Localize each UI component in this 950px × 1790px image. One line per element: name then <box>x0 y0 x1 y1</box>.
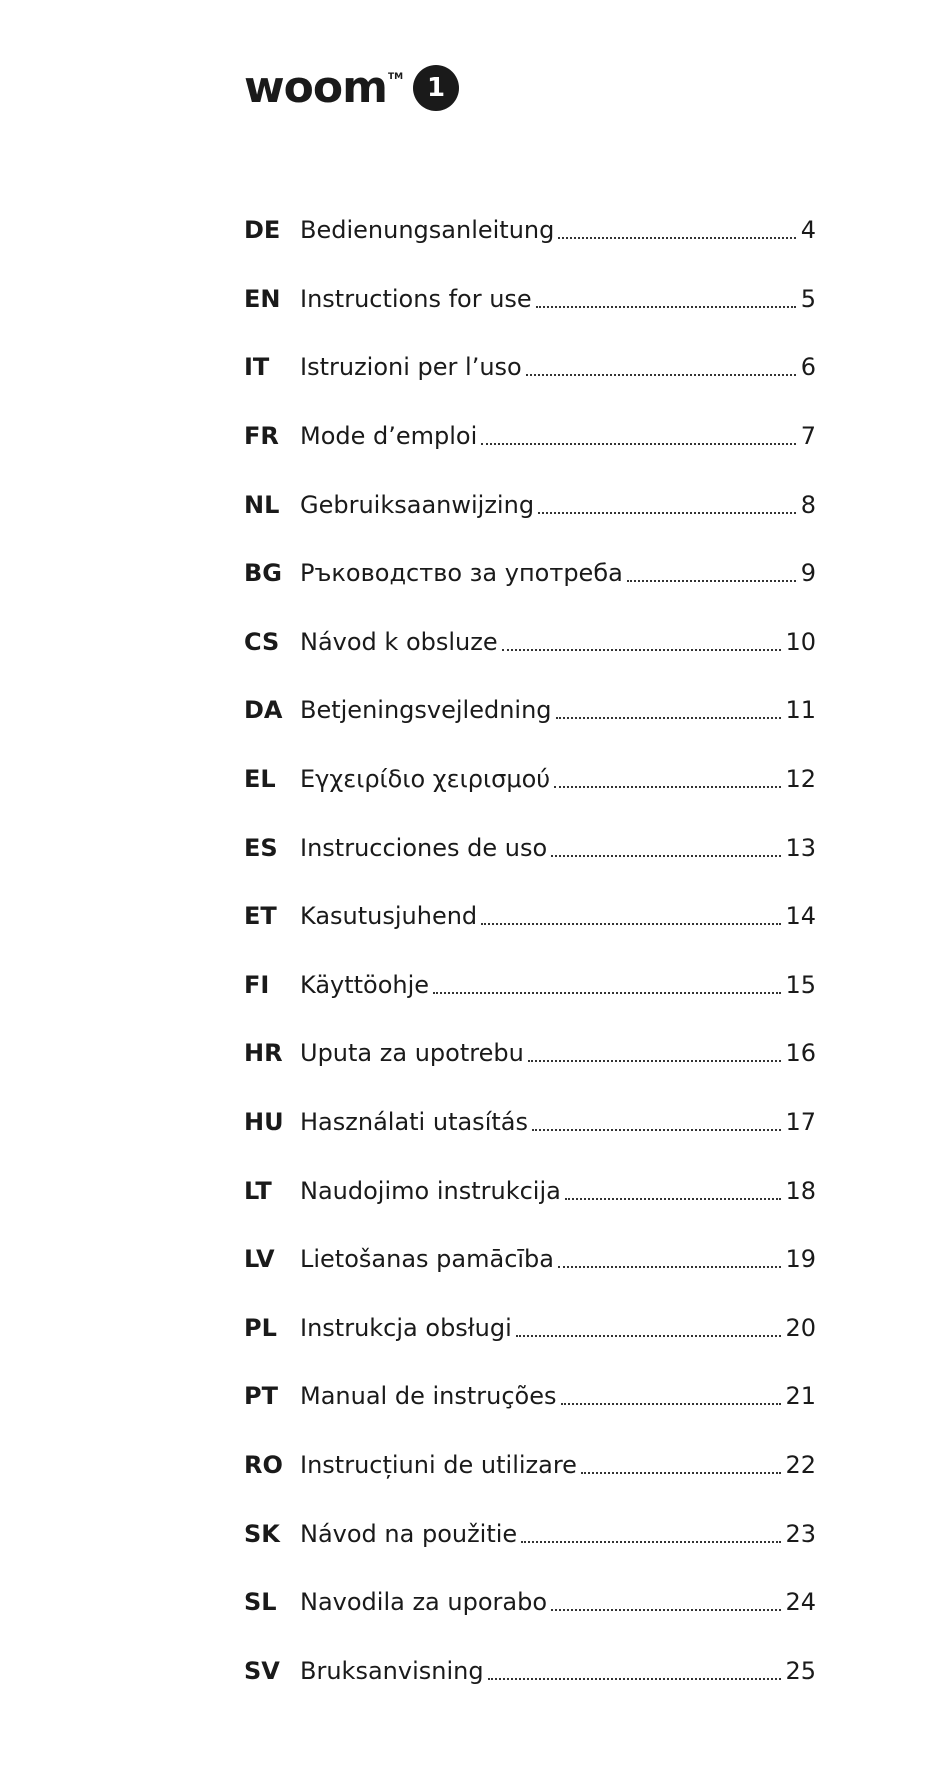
toc-language-code: FR <box>244 422 279 451</box>
toc-row-el[interactable] <box>244 745 816 814</box>
toc-title: Uputa za upotrebu <box>300 1039 524 1068</box>
toc-title: Navodila za uporabo <box>300 1588 548 1617</box>
toc-title: Gebruiksaanwijzing <box>300 490 535 519</box>
toc-language-code: EN <box>244 284 281 313</box>
toc-language-code: ES <box>244 833 278 862</box>
toc-language-code: SV <box>244 1656 280 1685</box>
toc-dot-leader <box>532 1129 781 1131</box>
toc-page-number: 21 <box>785 1382 816 1411</box>
toc-page-number: 16 <box>785 1039 816 1068</box>
toc-page-number: 4 <box>800 216 816 245</box>
toc-row-et[interactable] <box>244 882 816 951</box>
toc-language-code: HR <box>244 1039 283 1068</box>
toc-page-number: 9 <box>800 559 816 588</box>
toc-title: Manual de instruções <box>300 1382 557 1411</box>
toc-page-number: 6 <box>800 353 816 382</box>
toc-dot-leader <box>556 717 782 719</box>
toc-row-fi[interactable] <box>244 951 816 1020</box>
toc-row-sl[interactable] <box>244 1568 816 1637</box>
toc-language-code: CS <box>244 627 280 656</box>
toc-title: Instrucciones de uso <box>300 833 548 862</box>
toc-row-sv[interactable] <box>244 1636 816 1705</box>
toc-row-en[interactable] <box>244 265 816 334</box>
toc-language-code: PL <box>244 1313 277 1342</box>
toc-page-number: 10 <box>785 627 816 656</box>
toc-page-number: 20 <box>785 1313 816 1342</box>
toc-language-code: IT <box>244 353 270 382</box>
toc-page-number: 5 <box>800 284 816 313</box>
toc-page-number: 14 <box>785 902 816 931</box>
toc-language-code: SL <box>244 1588 277 1617</box>
toc-language-code: ET <box>244 902 277 931</box>
toc-row-nl[interactable] <box>244 470 816 539</box>
toc-language-code: NL <box>244 490 280 519</box>
toc-page-number: 22 <box>785 1450 816 1479</box>
toc-title: Kasutusjuhend <box>300 902 478 931</box>
toc-title: Návod na použitie <box>300 1519 518 1548</box>
toc-page-number: 19 <box>785 1245 816 1274</box>
toc-language-code: LT <box>244 1176 272 1205</box>
toc-language-code: SK <box>244 1519 280 1548</box>
toc-dot-leader <box>526 374 796 376</box>
toc-row-es[interactable] <box>244 813 816 882</box>
toc-language-code: RO <box>244 1450 283 1479</box>
toc-page-number: 11 <box>785 696 816 725</box>
toc-language-code: DA <box>244 696 283 725</box>
toc-title: Instrukcja obsługi <box>300 1313 512 1342</box>
toc-title: Instructions for use <box>300 284 532 313</box>
toc-dot-leader <box>516 1335 782 1337</box>
toc-row-lv[interactable] <box>244 1225 816 1294</box>
toc-row-lt[interactable] <box>244 1156 816 1225</box>
toc-dot-leader <box>581 1472 782 1474</box>
toc-dot-leader <box>481 923 781 925</box>
toc-title: Instrucțiuni de utilizare <box>300 1450 577 1479</box>
toc-title: Bedienungsanleitung <box>300 216 555 245</box>
toc-title: Bruksanvisning <box>300 1656 484 1685</box>
toc-dot-leader <box>536 306 796 308</box>
toc-row-sk[interactable] <box>244 1499 816 1568</box>
toc-row-hu[interactable] <box>244 1088 816 1157</box>
toc-dot-leader <box>433 992 781 994</box>
toc-page-number: 8 <box>800 490 816 519</box>
toc-title: Mode d’emploi <box>300 422 478 451</box>
toc-dot-leader <box>551 1609 781 1611</box>
toc-row-da[interactable] <box>244 676 816 745</box>
logo-wordmark: woom <box>244 62 387 113</box>
toc-dot-leader <box>521 1541 781 1543</box>
toc-row-hr[interactable] <box>244 1019 816 1088</box>
toc-row-de[interactable] <box>244 196 816 265</box>
toc-dot-leader <box>558 1266 781 1268</box>
toc-language-code: BG <box>244 559 282 588</box>
logo-model-badge: 1 <box>413 65 459 111</box>
toc-title: Käyttöohje <box>300 970 430 999</box>
toc-row-ro[interactable] <box>244 1431 816 1500</box>
toc-language-code: DE <box>244 216 281 245</box>
toc-row-fr[interactable] <box>244 402 816 471</box>
toc-page-number: 7 <box>800 422 816 451</box>
toc-dot-leader <box>554 786 781 788</box>
toc-language-code: HU <box>244 1108 284 1137</box>
toc-page-number: 24 <box>785 1588 816 1617</box>
toc-row-it[interactable] <box>244 333 816 402</box>
toc-dot-leader <box>538 512 796 514</box>
toc-page-number: 13 <box>785 833 816 862</box>
toc-dot-leader <box>558 237 796 239</box>
toc-dot-leader <box>551 855 781 857</box>
toc-page-number: 23 <box>785 1519 816 1548</box>
toc-title: Használati utasítás <box>300 1108 528 1137</box>
toc-title: Betjeningsvejledning <box>300 696 552 725</box>
toc-row-pt[interactable] <box>244 1362 816 1431</box>
toc-title: Istruzioni per l’uso <box>300 353 522 382</box>
toc-dot-leader <box>502 649 782 651</box>
toc-title: Εγχειρίδιο χειρισμού <box>300 765 551 794</box>
toc-title: Naudojimo instrukcija <box>300 1176 561 1205</box>
toc-title: Ръководство за употреба <box>300 559 623 588</box>
toc-title: Návod k obsluze <box>300 627 498 656</box>
toc-page-number: 18 <box>785 1176 816 1205</box>
toc-title: Lietošanas pamācība <box>300 1245 554 1274</box>
toc-dot-leader <box>561 1403 782 1405</box>
logo-trademark: TM <box>387 72 404 82</box>
toc-dot-leader <box>528 1060 782 1062</box>
toc-row-cs[interactable] <box>244 608 816 677</box>
toc-language-code: LV <box>244 1245 275 1274</box>
toc-language-code: FI <box>244 970 270 999</box>
toc-dot-leader <box>565 1198 782 1200</box>
toc-dot-leader <box>627 580 796 582</box>
toc-dot-leader <box>481 443 796 445</box>
toc-language-code: PT <box>244 1382 278 1411</box>
toc-page-number: 17 <box>785 1108 816 1137</box>
toc-language-code: EL <box>244 765 276 794</box>
woom-logo <box>244 64 459 112</box>
toc-page-number: 25 <box>785 1656 816 1685</box>
toc-row-pl[interactable] <box>244 1294 816 1363</box>
toc-row-bg[interactable] <box>244 539 816 608</box>
toc-dot-leader <box>488 1678 782 1680</box>
toc-page-number: 12 <box>785 765 816 794</box>
toc-page-number: 15 <box>785 970 816 999</box>
table-of-contents <box>244 196 816 1705</box>
